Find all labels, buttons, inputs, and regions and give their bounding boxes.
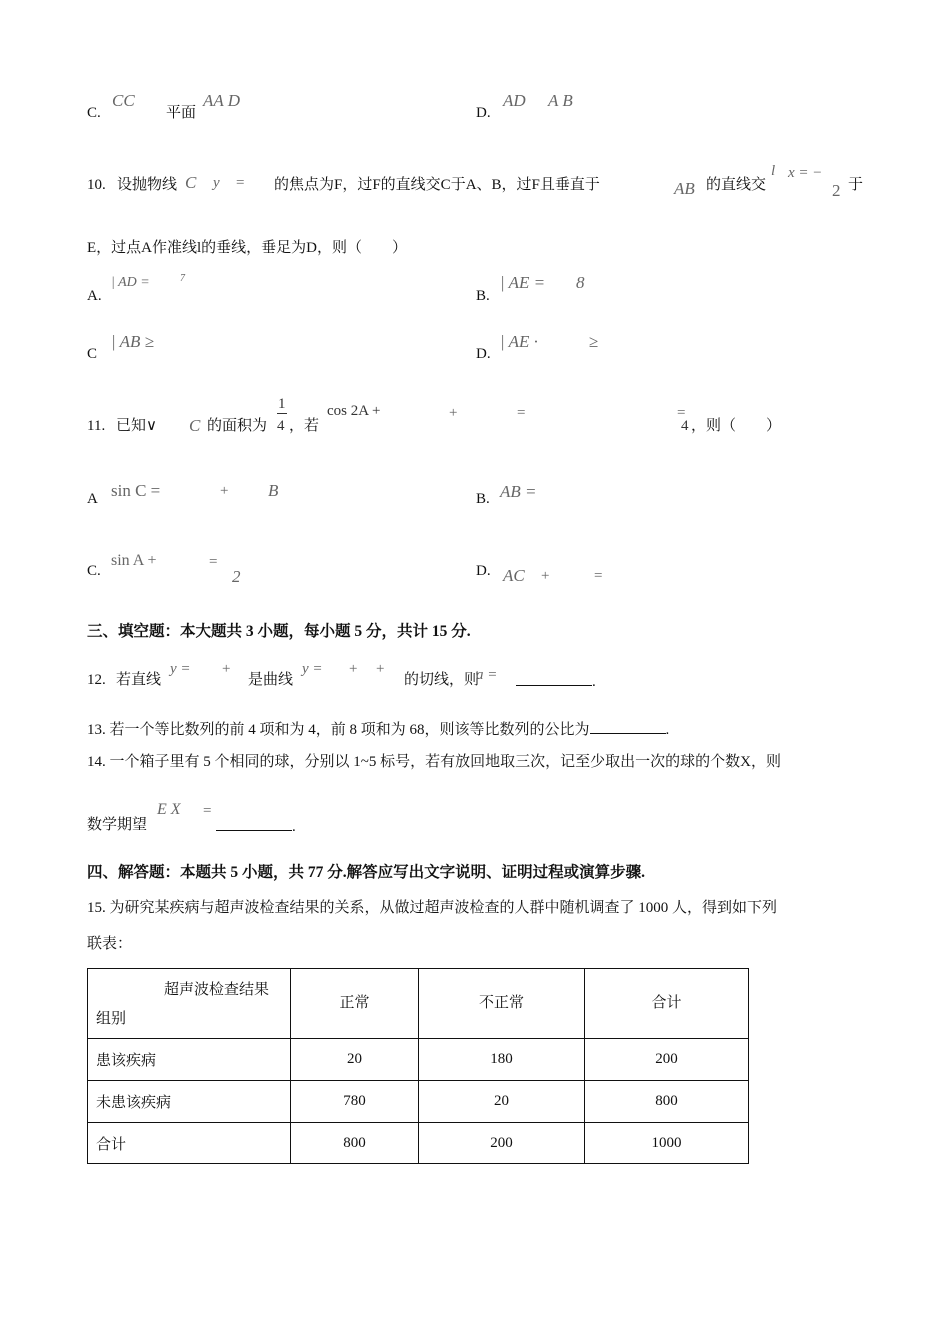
math: | AE = [500,273,546,292]
math: y [213,175,220,191]
question-text: 已知∨ [116,418,157,434]
math: a = [476,667,498,683]
math: AB [674,179,695,198]
table-cell: 800 [585,1081,749,1123]
option-label: B. [476,288,490,304]
math: = [594,568,603,584]
answer-blank[interactable]: . [516,673,596,690]
question-text: 13. 若一个等比数列的前 4 项和为 4，前 8 项和为 68，则该等比数列的公比为 . [87,722,670,738]
question-text: 联表： [87,936,133,952]
fraction-numerator: 1 [278,396,286,412]
section-heading: 三、填空题：本大题共 3 小题，每小题 5 分，共计 15 分. [87,623,471,640]
math: + [349,661,358,677]
table-cell: 200 [585,1039,749,1081]
math: C [189,416,201,435]
math: = [203,803,212,819]
math: 2 [232,567,241,586]
table-row [88,1039,749,1081]
math: = [209,554,218,570]
option-label: C. [87,563,101,579]
option-label: D. [476,105,491,121]
option-text: 平面 [166,105,197,121]
question-text: ，则（ ） [691,418,782,434]
table-header: 不正常 [419,969,585,1039]
fraction-denominator: 4 [277,418,285,434]
table-cell: 20 [291,1039,419,1081]
math: CC [112,91,135,110]
question-text: 的直线交 [706,177,767,193]
math: AC [503,566,525,585]
math: ≥ [589,332,599,351]
math: | AE · [500,332,538,351]
table-cell: 合计 [88,1123,291,1164]
math: AA D [203,91,240,110]
math: = [677,405,686,421]
question-text: 若直线 [116,672,162,688]
math: | AB ≥ [111,332,154,351]
math: + [376,661,385,677]
math: 2 [832,181,841,200]
math: C [185,173,197,192]
question-text: 是曲线 [248,672,294,688]
question-text: ，若 [289,418,320,434]
section-heading: 四、解答题：本题共 5 小题，共 77 分.解答应写出文字说明、证明过程或演算步骤. [87,864,646,881]
math: y = [170,661,191,677]
question-text: 的切线，则 [404,672,480,688]
contingency-table [87,968,749,1164]
math: sin A + [111,552,157,569]
question-text: 的焦点为F，过F的直线交C于A、B，过F且垂直于 [274,177,600,193]
question-number: 12. [87,672,106,688]
answer-blank[interactable] [590,721,666,734]
table-row [88,1081,749,1123]
corner-top-label: 超声波检查结果 [164,982,270,998]
option-label: C [87,346,98,362]
option-label: D. [476,346,491,362]
fraction-bar [277,413,287,414]
math: E X [157,801,181,818]
option-label: C. [87,105,101,121]
question-number: 11. [87,418,106,434]
math: cos 2A + [327,403,381,419]
math: = [236,175,245,191]
table-cell: 800 [291,1123,419,1164]
math: l [771,163,776,179]
question-text: 14. 一个箱子里有 5 个相同的球，分别以 1~5 标号，若有放回地取三次，记至少取出一次的球的个数X，则 [87,754,781,770]
table-header: 正常 [291,969,419,1039]
table-cell: 780 [291,1081,419,1123]
table-corner-cell [88,969,291,1039]
corner-bottom-label: 组别 [96,1011,127,1027]
table-cell: 患该疾病 [88,1039,291,1081]
table-cell: 20 [419,1081,585,1123]
option-label: A [87,491,98,507]
math: AB = [500,482,537,501]
math: sin C = [111,481,161,500]
table-cell: 200 [419,1123,585,1164]
math: 8 [576,273,585,292]
table-cell: 180 [419,1039,585,1081]
table-cell: 1000 [585,1123,749,1164]
fraction-denominator: 4 [681,418,689,434]
answer-blank[interactable]: . [216,818,296,835]
math: B [268,481,279,500]
table-row [88,1123,749,1164]
math: + [541,568,550,584]
option-label: D. [476,563,491,579]
question-text: 15. 为研究某疾病与超声波检查结果的关系，从做过超声波检查的人群中随机调查了 1000 人，得到如下列 [87,900,778,916]
math: + [220,483,229,499]
math: + [222,661,231,677]
math: y = [302,661,323,677]
option-label: A. [87,288,102,304]
math: x = − [788,165,823,181]
math: | AD = [111,275,150,290]
math: + [449,405,458,421]
question-text: 设抛物线 [117,177,178,193]
table-cell: 未患该疾病 [88,1081,291,1123]
table-header-row [88,969,749,1039]
math: = [517,405,526,421]
question-text: 的面积为 [207,418,268,434]
question-text: 数学期望 [87,817,148,833]
question-number: 10. [87,177,106,193]
math: 7 [180,273,185,284]
option-label: B. [476,491,490,507]
math: A B [548,91,573,110]
question-text: E，过点A作准线l的垂线，垂足为D，则（ ） [87,240,407,256]
question-text: 于 [848,177,864,193]
math: AD [503,91,526,110]
table-header: 合计 [585,969,749,1039]
